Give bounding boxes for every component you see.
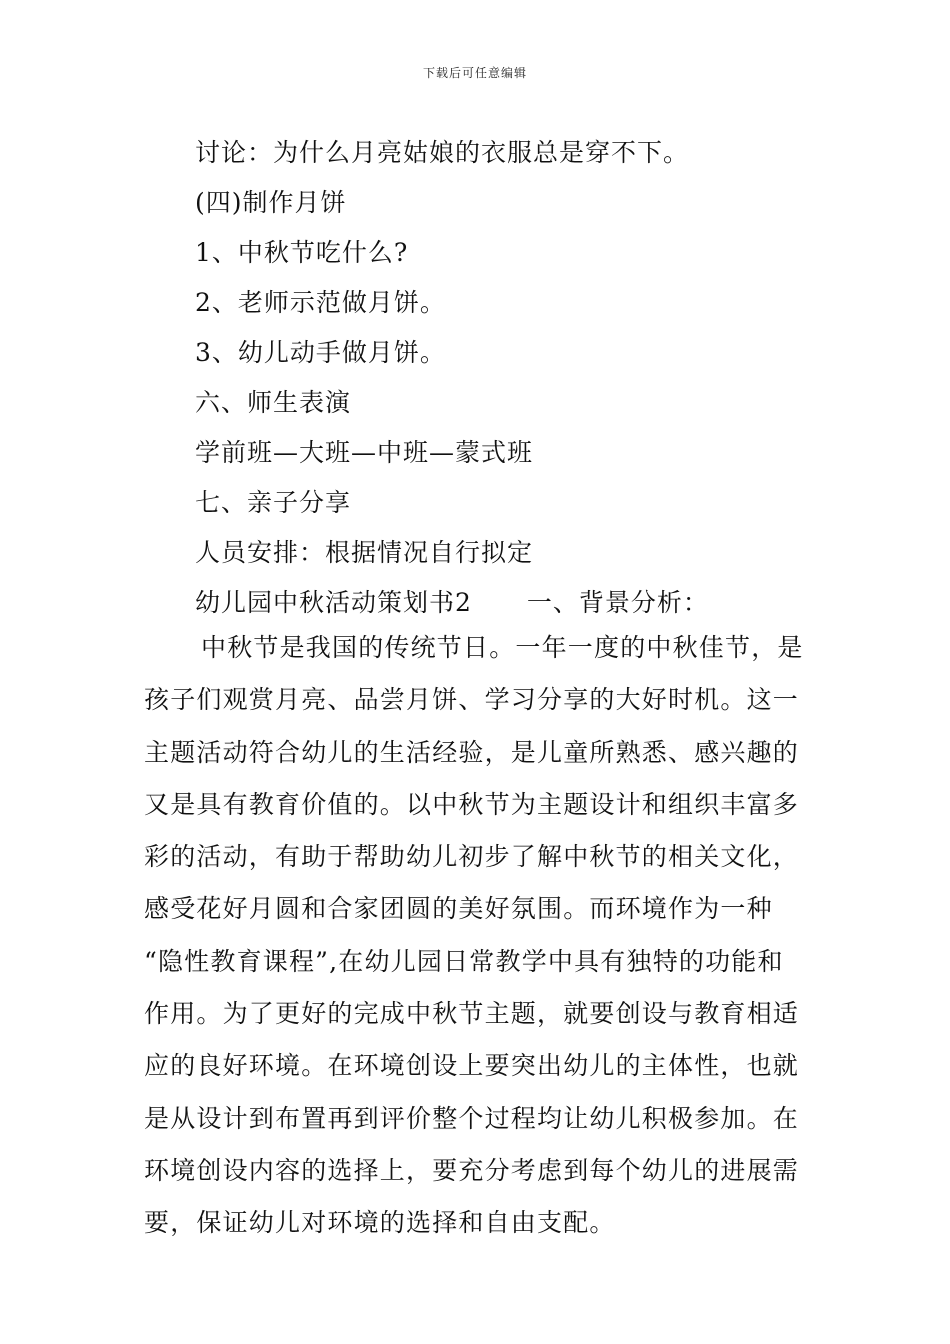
background-paragraph	[144, 622, 809, 1250]
outline-line-performance: 六、师生表演	[195, 388, 352, 417]
paragraph-line: 感受花好月圆和合家团圆的美好氛围。而环境作为一种	[144, 894, 773, 924]
outline-line-discussion: 讨论：为什么月亮姑娘的衣服总是穿不下。	[195, 138, 690, 167]
paragraph-line: 孩子们观赏月亮、品尝月饼、学习分享的大好时机。这一	[144, 685, 800, 715]
paragraph-line: 彩的活动，有助于帮助幼儿初步了解中秋节的相关文化，	[144, 842, 800, 872]
outline-line-sharing: 七、亲子分享	[195, 488, 352, 517]
paragraph-line: 要，保证幼儿对环境的选择和自由支配。	[144, 1208, 616, 1238]
section-heading	[195, 578, 845, 628]
paragraph-line: 中秋节是我国的传统节日。一年一度的中秋佳节，是	[201, 633, 804, 662]
section-title: 幼儿园中秋活动策划书2	[195, 588, 472, 617]
outline-list	[195, 128, 845, 628]
outline-line-step-3: 3、幼儿动手做月饼。	[195, 338, 446, 367]
paragraph-line: “隐性教育课程”,在幼儿园日常教学中具有独特的功能和	[144, 946, 784, 976]
outline-line-step-2: 2、老师示范做月饼。	[195, 288, 446, 317]
paragraph-line: 作用。为了更好的完成中秋节主题，就要创设与教育相适	[144, 999, 800, 1029]
outline-line-step-1: 1、中秋节吃什么?	[195, 238, 409, 267]
outline-line-classes: 学前班—大班—中班—蒙式班	[195, 438, 534, 467]
paragraph-line: 应的良好环境。在环境创设上要突出幼儿的主体性，也就	[144, 1051, 800, 1081]
paragraph-line: 主题活动符合幼儿的生活经验，是儿童所熟悉、感兴趣的	[144, 737, 800, 767]
paragraph-line: 又是具有教育价值的。以中秋节为主题设计和组织丰富多	[144, 789, 800, 819]
outline-line-staffing: 人员安排：根据情况自行拟定	[195, 538, 534, 567]
paragraph-line: 环境创设内容的选择上，要充分考虑到每个幼儿的进展需	[144, 1155, 800, 1185]
outline-line-make-mooncakes: (四)制作月饼	[195, 188, 347, 217]
page-header: 下载后可任意编辑	[422, 66, 527, 80]
section-subtitle: 一、背景分析：	[526, 588, 709, 617]
paragraph-line: 是从设计到布置再到评价整个过程均让幼儿积极参加。在	[144, 1103, 800, 1133]
